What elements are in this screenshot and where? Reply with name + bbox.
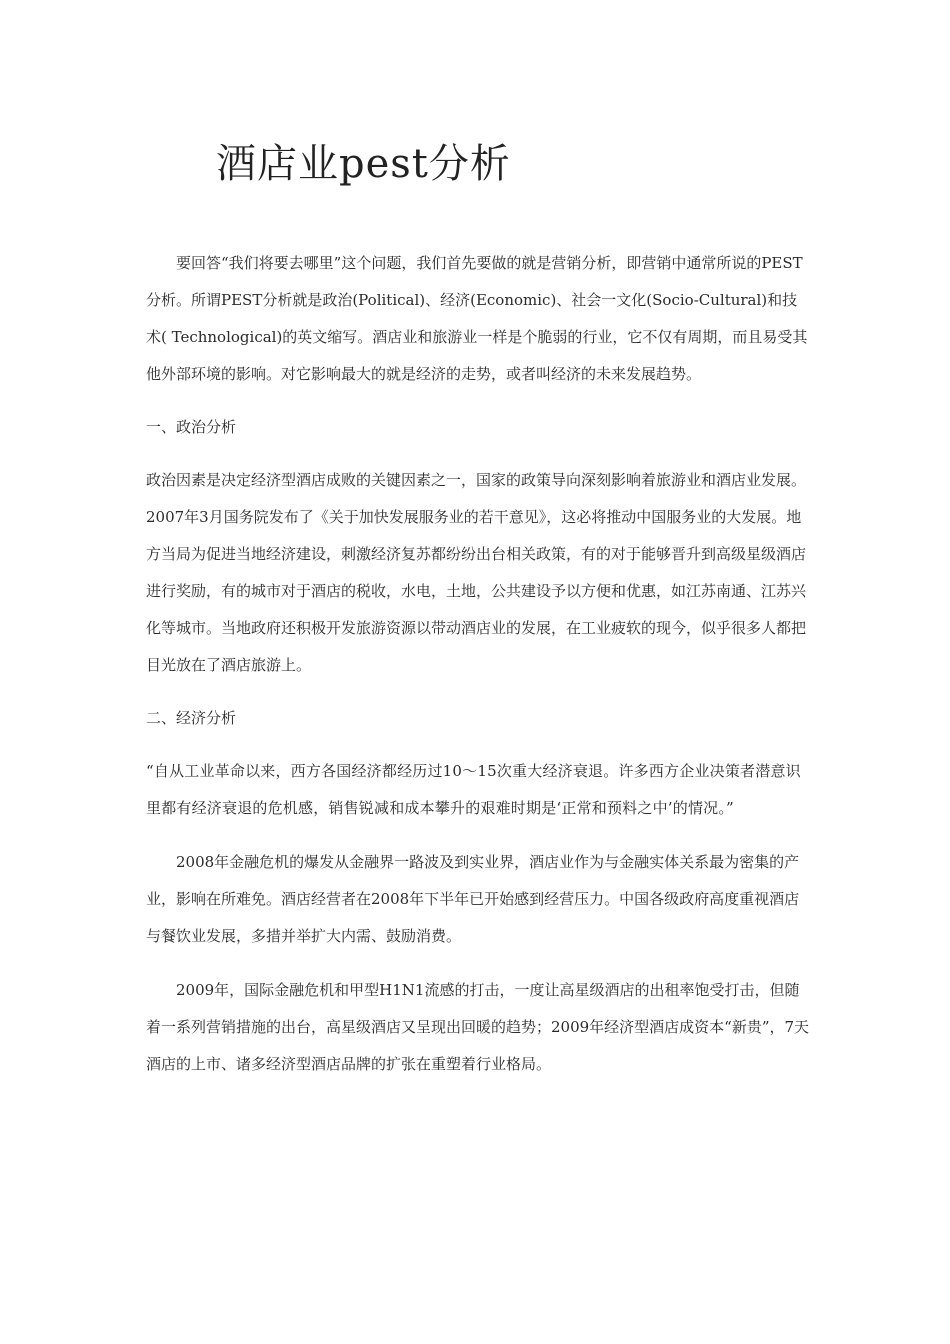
political-paragraph: 政治因素是决定经济型酒店成败的关键因素之一，国家的政策导向深刻影响着旅游业和酒店业发展。2007年3月国务院发布了《关于加快发展服务业的若干意见》，这必将推动中国服务业的大发展。地方当局为促进当地经济建设，刺激经济复苏都纷纷出台相关政策，有的对于能够晋升到高级星级酒店进行奖励，有的城市对于酒店的税收，水电，土地，公共建设予以方便和优惠，如江苏南通、江苏兴化等城市。当地政府还积极开发旅游资源以带动酒店业的发展，在工业疲软的现今，似乎很多人都把目光放在了酒店旅游上。 xyxy=(146,471,807,674)
document-title: 酒店业pest分析 xyxy=(216,141,511,187)
economic-paragraph-2009: 2009年，国际金融危机和甲型H1N1流感的打击，一度让高星级酒店的出租率饱受打击，但随着一系列营销措施的出台，高星级酒店又呈现出回暖的趋势；2009年经济型酒店成资本“新贵”，7天酒店的上市、诸多经济型酒店品牌的扩张在重塑着行业格局。 xyxy=(146,981,810,1073)
economic-quote-paragraph: “自从工业革命以来，西方各国经济都经历过10～15次重大经济衰退。许多西方企业决策者潜意识里都有经济衰退的危机感，销售锐减和成本攀升的艰难时期是‘正常和预料之中’的情况。” xyxy=(146,762,801,817)
intro-paragraph: 要回答“我们将要去哪里”这个问题，我们首先要做的就是营销分析，即营销中通常所说的PEST分析。所谓PEST分析就是政治(Political)、经济(Economic)、社会一文化(Socio-Cultural)和技术( Technological)的英文缩写。酒店业和旅游业一样是个脆弱的行业，它不仅有周期，而且易受其他外部环境的影响。对它影响最大的就是经济的走势，或者叫经济的未来发展趋势。 xyxy=(146,254,808,383)
economic-paragraph-2008: 2008年金融危机的爆发从金融界一路波及到实业界，酒店业作为与金融实体关系最为密集的产业，影响在所难免。酒店经营者在2008年下半年已开始感到经营压力。中国各级政府高度重视酒店与餐饮业发展，多措并举扩大内需、鼓励消费。 xyxy=(146,853,800,945)
section-heading-economic: 二、经济分析 xyxy=(146,709,237,727)
section-heading-political: 一、政治分析 xyxy=(146,418,237,436)
document-body xyxy=(146,245,812,1083)
